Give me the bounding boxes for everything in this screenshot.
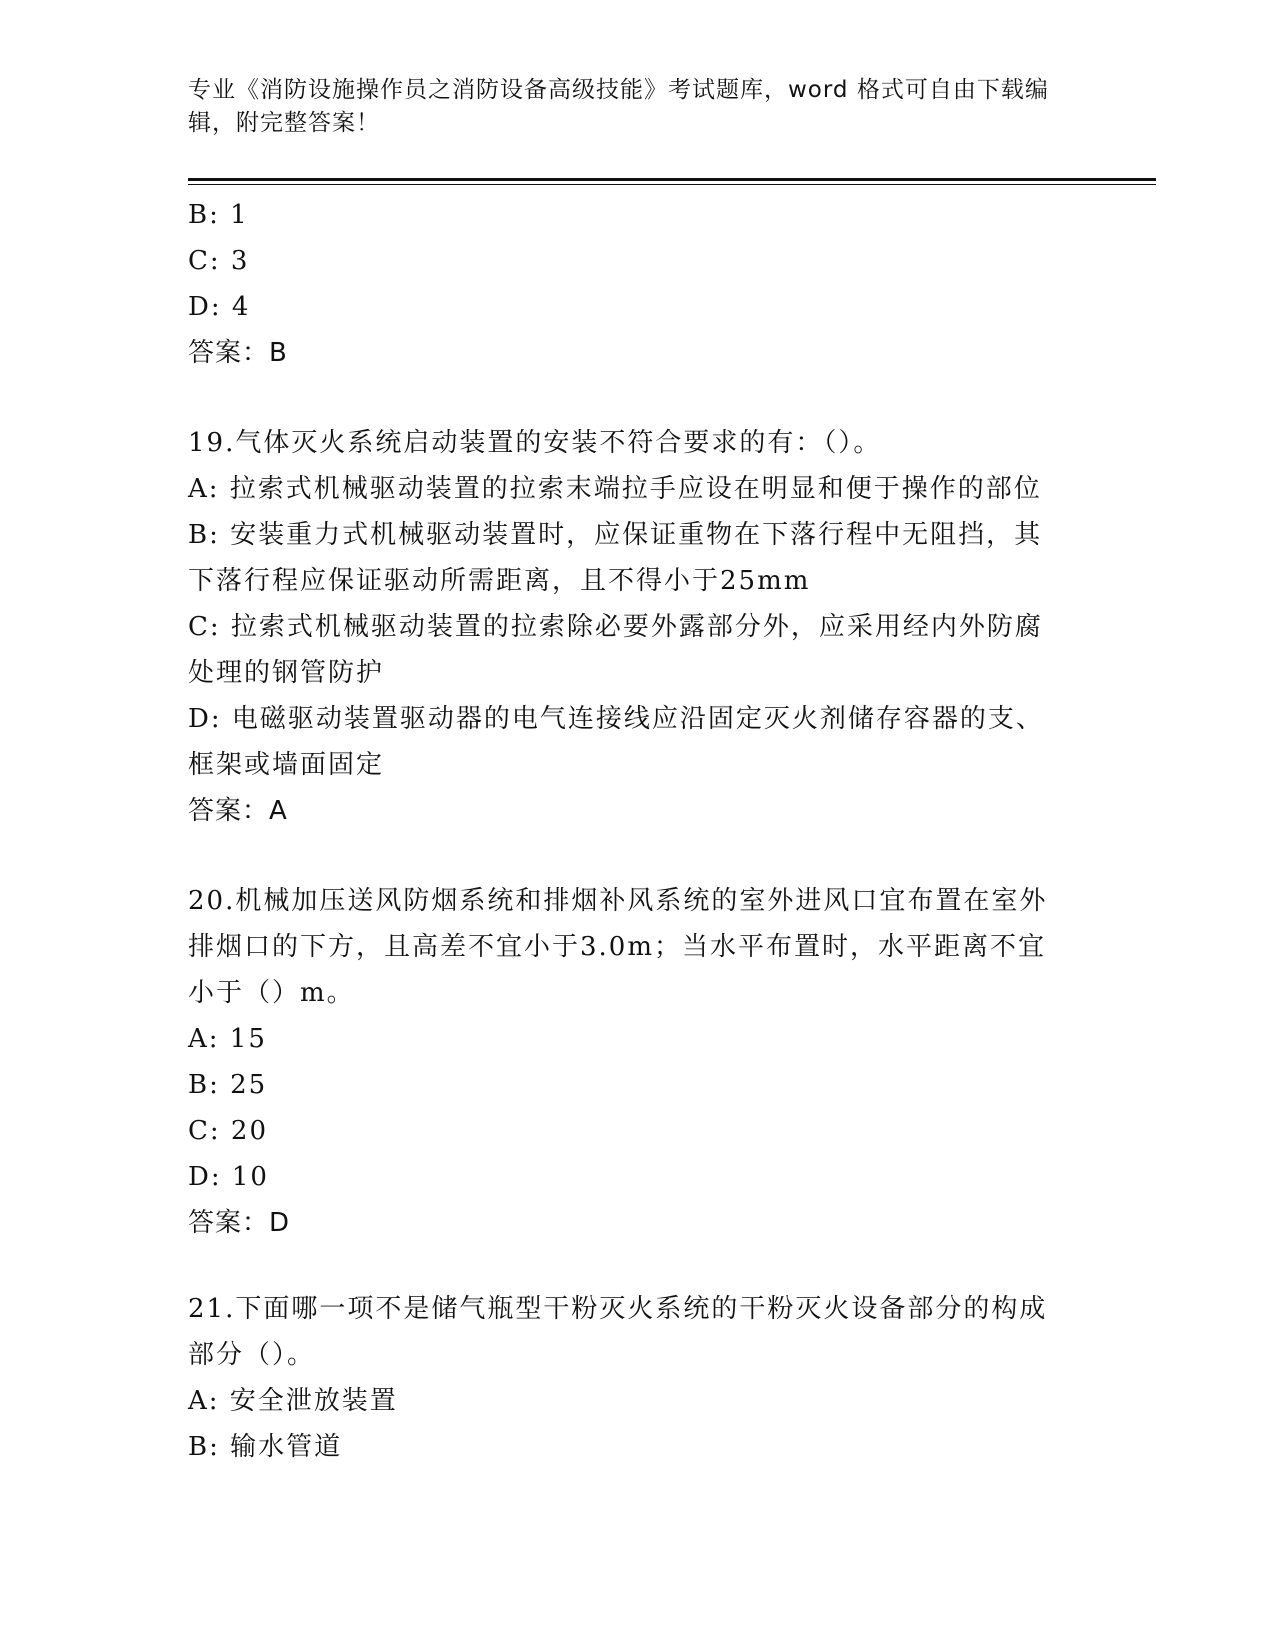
answer: 答案：A bbox=[188, 796, 288, 826]
option-c: C: 拉索式机械驱动装置的拉索除必要外露部分外，应采用经内外防腐 bbox=[188, 612, 1043, 642]
header-divider-thick bbox=[188, 178, 1156, 181]
option-d: D: 4 bbox=[188, 292, 251, 322]
question-stem-continued: 小于（）m。 bbox=[188, 978, 355, 1008]
question-21 bbox=[188, 1286, 1088, 1470]
question-stem: 19.气体灭火系统启动装置的安装不符合要求的有：（）。 bbox=[188, 428, 882, 458]
question-stem: 20.机械加压送风防烟系统和排烟补风系统的室外进风口宜布置在室外 bbox=[188, 886, 1048, 916]
option-b: B: 安装重力式机械驱动装置时，应保证重物在下落行程中无阻挡，其 bbox=[188, 520, 1043, 550]
header-line-2: 辑，附完整答案！ bbox=[188, 110, 380, 136]
answer: 答案：B bbox=[188, 338, 288, 368]
header-divider-thin bbox=[188, 184, 1156, 185]
question-stem-continued: 部分（）。 bbox=[188, 1340, 316, 1370]
option-c: C: 3 bbox=[188, 246, 250, 276]
question-list bbox=[188, 192, 1088, 1470]
question-18 bbox=[188, 192, 1088, 376]
question-stem: 21.下面哪一项不是储气瓶型干粉灭火系统的干粉灭火设备部分的构成 bbox=[188, 1294, 1048, 1324]
option-d-continued: 框架或墙面固定 bbox=[188, 750, 385, 780]
option-a: A: 15 bbox=[188, 1024, 267, 1054]
document-header bbox=[188, 74, 1068, 140]
question-19 bbox=[188, 420, 1088, 834]
header-line-1: 专业《消防设施操作员之消防设备高级技能》考试题库，word 格式可自由下载编 bbox=[188, 77, 1049, 103]
option-b-continued: 下落行程应保证驱动所需距离，且不得小于25mm bbox=[188, 566, 811, 596]
answer: 答案：D bbox=[188, 1208, 291, 1238]
option-b: B: 25 bbox=[188, 1070, 268, 1100]
option-a: A: 安全泄放装置 bbox=[188, 1386, 398, 1416]
option-b: B: 输水管道 bbox=[188, 1432, 343, 1462]
option-d: D: 10 bbox=[188, 1162, 269, 1192]
question-20 bbox=[188, 878, 1088, 1246]
option-c-continued: 处理的钢管防护 bbox=[188, 658, 385, 688]
option-d: D: 电磁驱动装置驱动器的电气连接线应沿固定灭火剂储存容器的支、 bbox=[188, 704, 1044, 734]
option-b: B: 1 bbox=[188, 200, 249, 230]
option-a: A: 拉索式机械驱动装置的拉索末端拉手应设在明显和便于操作的部位 bbox=[188, 474, 1042, 504]
question-stem-continued: 排烟口的下方，且高差不宜小于3.0m；当水平布置时，水平距离不宜 bbox=[188, 932, 1047, 962]
option-c: C: 20 bbox=[188, 1116, 269, 1146]
